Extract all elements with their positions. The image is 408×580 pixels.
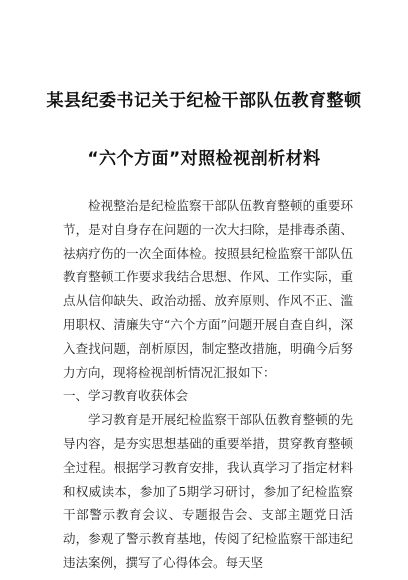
document-title-line-1: 某县纪委书记关于纪检干部队伍教育整顿 [46,91,362,111]
document-body [63,194,353,575]
section-heading: 一、学习教育收获体会 [63,388,189,404]
section-paragraph: 学习教育是开展纪检监察干部队伍教育整顿的先导内容，是夯实思想基础的重要举措，贯穿教育整顿全过程。根据学习教育安排，我认真学习了指定材料和权威读本，参加了5期学习研讨，参加了纪检监察干部警示教育会议、专题报告会、支部主题党日活动，参观了警示教育基地，传阅了纪检监察干部违纪违法案例，撰写了心得体会。每天坚 [63,412,353,570]
document-title-line-2: “六个方面”对照检视剖析材料 [87,149,321,169]
intro-paragraph: 检视整治是纪检监察干部队伍教育整顿的重要环节，是对自身存在问题的一次大扫除，是排毒杀菌、祛病疗伤的一次全面体检。按照县纪检监察干部队伍教育整顿工作要求我结合思想、作风、工作实际，重点从信仰缺失、政治动摇、放弃原则、作风不正、滥用职权、清廉失守“六个方面”问题开展自查自纠，深入查找问题，剖析原因，制定整改措施，明确今后努力方向，现将检视剖析情况汇报如下： [63,198,353,380]
